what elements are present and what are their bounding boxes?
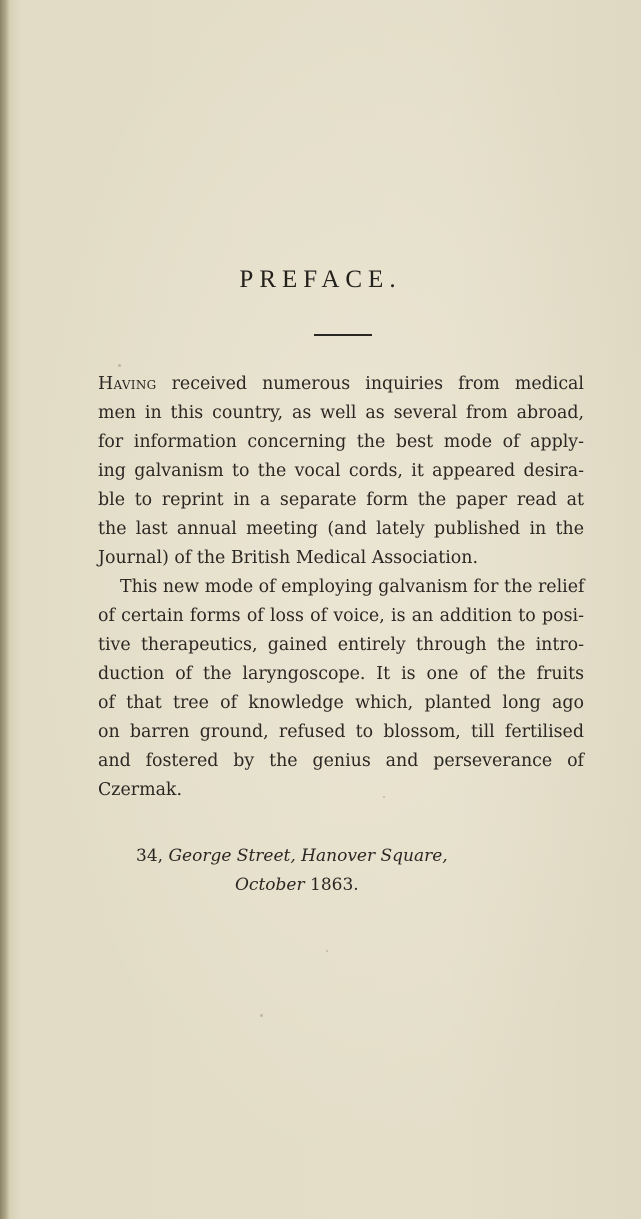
address-number: 34,	[136, 846, 164, 866]
date-month: October	[235, 875, 305, 895]
title-rule	[314, 334, 372, 336]
paragraph-2-line-3: tive therapeutics, gained entirely through the intro-	[98, 635, 584, 655]
paragraph-1	[98, 370, 584, 573]
paragraph-1-line-1-rest: received numerous inquiries from medical	[156, 374, 584, 394]
paragraph-2-line-4: duction of the laryngoscope. It is one of the fruits	[98, 664, 584, 684]
paragraph-2-line-1: This new mode of employing galvanism for the relief	[120, 577, 585, 597]
paragraph-2-line-8: Czermak.	[98, 780, 182, 800]
paper-speck	[326, 950, 328, 952]
page-title: PREFACE.	[239, 266, 402, 293]
paragraph-1-line-4: ing galvanism to the vocal cords, it appeared desira-	[98, 461, 584, 481]
paragraph-2-line-2: of certain forms of loss of voice, is an addition to posi-	[98, 606, 584, 626]
paper-speck	[118, 364, 121, 367]
paragraph-2-line-7: and fostered by the genius and perseverance of	[98, 751, 584, 771]
paragraph-1-line-6: the last annual meeting (and lately published in the	[98, 519, 584, 539]
paper-speck	[260, 1014, 263, 1017]
address-square: Hanover Square,	[301, 846, 448, 866]
address-street: George Street,	[168, 846, 296, 866]
address-line	[136, 842, 448, 871]
preface-body	[98, 370, 584, 805]
paragraph-1-line-1	[98, 370, 584, 399]
paragraph-2-line-5: of that tree of knowledge which, planted long ago	[98, 693, 584, 713]
paper-speck	[383, 796, 385, 798]
paragraph-1-line-3: for information concerning the best mode of apply-	[98, 432, 584, 452]
paragraph-1-line-7: Journal) of the British Medical Association.	[98, 548, 478, 568]
page-binding-edge	[0, 0, 10, 1219]
paragraph-2-line-6: on barren ground, refused to blossom, till fertilised	[98, 722, 584, 742]
date-year: 1863.	[310, 875, 359, 895]
date-line	[235, 871, 359, 900]
paragraph-2	[98, 573, 584, 805]
paragraph-1-line-2: men in this country, as well as several from abroad,	[98, 403, 584, 423]
paragraph-1-line-5: ble to reprint in a separate form the paper read at	[98, 490, 584, 510]
dropword: Having	[98, 374, 157, 394]
